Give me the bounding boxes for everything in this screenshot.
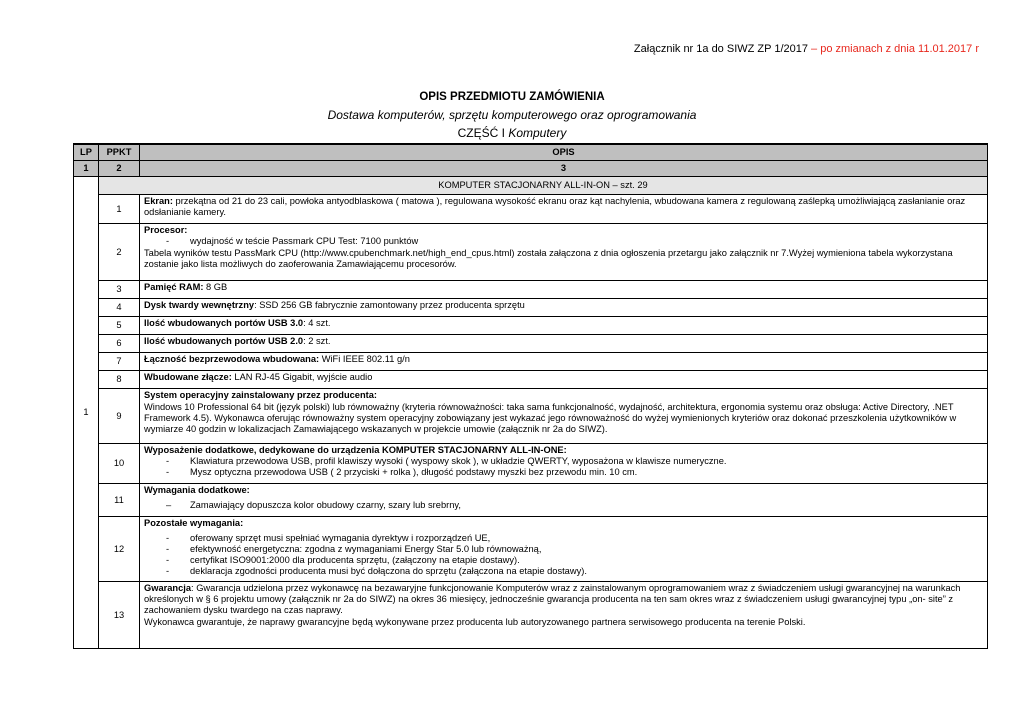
index-cell: 3 [140,161,988,177]
row-description [140,224,988,281]
document-title: OPIS PRZEDMIOTU ZAMÓWIENIA [419,91,605,103]
bullet-item: - Klawiatura przewodowa USB, profil klawiszy wysoki ( wyspowy skok ), w układzie QWERTY, wyposażona w klawisze numeryczne. [166,456,727,466]
row-number: 8 [99,371,140,389]
table-row [74,371,988,389]
index-cell: 2 [99,161,140,177]
row-text: : 2 szt. [303,336,331,346]
row-label: Gwarancja [144,583,192,593]
row-text: : Gwarancja udzielona przez wykonawcę na bezawaryjne funkcjonowanie Komputerów wraz z zainstalowanym oprogramowaniem wraz z świadczeniem usługi gwarancyjnej na warunkach określonych w § 6 projektu umowy (załącznik nr 2a do SIWZ) na okres 36 miesięcy, jednocześnie gwarancja producenta na ten sam okres wraz z świadczeniem usługi gwarancyjnej typu „on- site” z zachowaniem dysku twardego na czas naprawy. [144,583,961,615]
row-description [140,371,988,389]
row-paragraph: Tabela wyników testu PassMark CPU (http://www.cpubenchmark.net/high_end_cpus.html) została załączona z dnia ogłoszenia przetargu jako załącznik nr 7.Wyżej wymieniona tabela wykorzystana zostanie jako lista możliwych do zaoferowania Zamawiającemu procesorów. [144,248,953,269]
change-note: – po zmianach z dnia 11.01.2017 r [807,43,979,55]
table-row [74,444,988,484]
row-description [140,317,988,335]
bullet-item [144,500,983,511]
table-row [74,299,988,317]
bullet-item: - certyfikat ISO9001:2000 dla producenta sprzętu, (załączony na etapie dostawy). [166,555,520,565]
row-number: 12 [99,517,140,582]
row-label: Łączność bezprzewodowa wbudowana: [144,354,320,364]
row-number: 11 [99,484,140,517]
row-number: 7 [99,353,140,371]
bullet-text: certyfikat ISO9001:2000 dla producenta sprzętu, (załączony na etapie dostawy). [190,555,520,565]
bullet-text: Zamawiający dopuszcza kolor obudowy czarny, szary lub srebrny, [190,500,461,510]
row-description [140,281,988,299]
row-paragraph: Wykonawca gwarantuje, że naprawy gwarancyjne będą wykonywane przez producenta lub autoryzowanego partnera serwisowego producenta na terenie Polski. [144,617,806,627]
table-row [74,517,988,582]
bullet-item: - efektywność energetyczna: zgodna z wymaganiami Energy Star 5.0 lub równoważną, [166,544,542,554]
row-label: Pozostałe wymagania: [144,518,244,528]
bullet-text: deklaracja zgodności producenta musi być dołączona do sprzętu (załączona na etapie dostawy). [190,566,587,576]
table-row [74,281,988,299]
section-row [74,177,988,195]
row-label: Wbudowane złącze: [144,372,232,382]
row-description [140,517,988,582]
document-part [0,124,1024,142]
bullet-text: oferowany sprzęt musi spełniać wymagania dyrektyw i rozporządzeń UE, [190,533,491,543]
row-description [140,353,988,371]
row-paragraph: Windows 10 Professional 64 bit (język polski) lub równoważny (kryteria równoważności: taka sama funkcjonalność, wydajność, architektura, ergonomia systemu oraz obsługa: Active Directory, .NET Framework 4.5). Wykonawca oferując równoważny system operacyjny zobowiązany jest wykazać jego równoważność do wyżej wymienionych kryteriów oraz dokonać przeszkolenia użytkowników w wymiarze 40 godzin w lokalizacjach Zamawiającego wskazanych w projekcie umowie (załącznik nr 2a do SIWZ). [144,402,957,434]
bullet-text: efektywność energetyczna: zgodna z wymaganiami Energy Star 5.0 lub równoważną, [190,544,542,554]
table-row [74,484,988,517]
table-row [74,582,988,649]
row-text: 8 GB [203,282,228,292]
index-cell: 1 [74,161,99,177]
bullet-item: - oferowany sprzęt musi spełniać wymagania dyrektyw i rozporządzeń UE, [166,533,491,543]
title-block [0,90,1024,142]
header-lp: LP [74,144,99,161]
row-label: Wymagania dodatkowe: [144,485,250,495]
row-text: przekątna od 21 do 23 cali, powłoka antyodblaskowa ( matowa ), regulowana wysokość ekranu oraz kąt nachylenia, wbudowana kamera z regulowaną zaślepką umożliwiającą zasłanianie oraz odsłanianie kamery. [144,196,966,217]
section-title: KOMPUTER STACJONARNY ALL-IN-ON – szt. 29 [99,177,988,195]
header-opis: OPIS [140,144,988,161]
row-number: 5 [99,317,140,335]
row-number: 10 [99,444,140,484]
row-label: Dysk twardy wewnętrzny [144,300,255,310]
row-description [140,299,988,317]
part-label: CZĘŚĆ I [457,126,509,140]
row-label: Procesor: [144,225,188,235]
row-label: Pamięć RAM: [144,282,204,292]
row-number: 9 [99,389,140,444]
row-description [140,484,988,517]
specification-table [73,143,988,649]
row-label: Wyposażenie dodatkowe, dedykowane do urządzenia KOMPUTER STACJONARNY ALL-IN-ONE: [144,445,567,455]
row-number: 4 [99,299,140,317]
row-description [140,195,988,224]
row-number: 2 [99,224,140,281]
table-row [74,195,988,224]
part-name: Komputery [508,126,567,140]
bullet-item: - deklaracja zgodności producenta musi być dołączona do sprzętu (załączona na etapie dostawy). [166,566,587,576]
dash-mark: – [166,500,172,510]
row-description [140,335,988,353]
bullet-text: Klawiatura przewodowa USB, profil klawiszy wysoki ( wyspowy skok ), w układzie QWERTY, wyposażona w klawisze numeryczne. [190,456,727,466]
bullet-item: - Mysz optyczna przewodowa USB ( 2 przyciski + rolka ), długość podstawy myszki bez przewodu min. 10 cm. [166,467,638,477]
row-text: WiFi IEEE 802.11 g/n [319,354,410,364]
attachment-note [634,43,979,55]
row-label: Ilość wbudowanych portów USB 2.0 [144,336,304,346]
table-row [74,353,988,371]
header-ppkt: PPKT [99,144,140,161]
row-number: 6 [99,335,140,353]
row-description [140,582,988,649]
attachment-label: Załącznik nr 1a do SIWZ ZP 1/2017 [633,43,808,55]
row-label: System operacyjny zainstalowany przez producenta: [144,390,378,400]
index-row [74,161,988,177]
row-label: Ilość wbudowanych portów USB 3.0 [144,318,304,328]
row-label: Ekran: [144,196,173,206]
document-subtitle: Dostawa komputerów, sprzętu komputerowego oraz oprogramowania [327,108,697,122]
row-text: : 4 szt. [303,318,331,328]
lp-cell: 1 [74,177,99,649]
table-row [74,335,988,353]
bullet-item: - wydajność w teście Passmark CPU Test: 7100 punktów [166,236,419,246]
bullet-text: wydajność w teście Passmark CPU Test: 7100 punktów [190,236,419,246]
row-number: 1 [99,195,140,224]
table-row [74,317,988,335]
table-row [74,224,988,281]
row-description [140,389,988,444]
table-row [74,389,988,444]
row-text: LAN RJ-45 Gigabit, wyjście audio [231,372,373,382]
row-text: : SSD 256 GB fabrycznie zamontowany przez producenta sprzętu [254,300,525,310]
row-description [140,444,988,484]
bullet-text: Mysz optyczna przewodowa USB ( 2 przyciski + rolka ), długość podstawy myszki bez przewodu min. 10 cm. [190,467,638,477]
header-row [74,144,988,161]
row-number: 3 [99,281,140,299]
row-number: 13 [99,582,140,649]
